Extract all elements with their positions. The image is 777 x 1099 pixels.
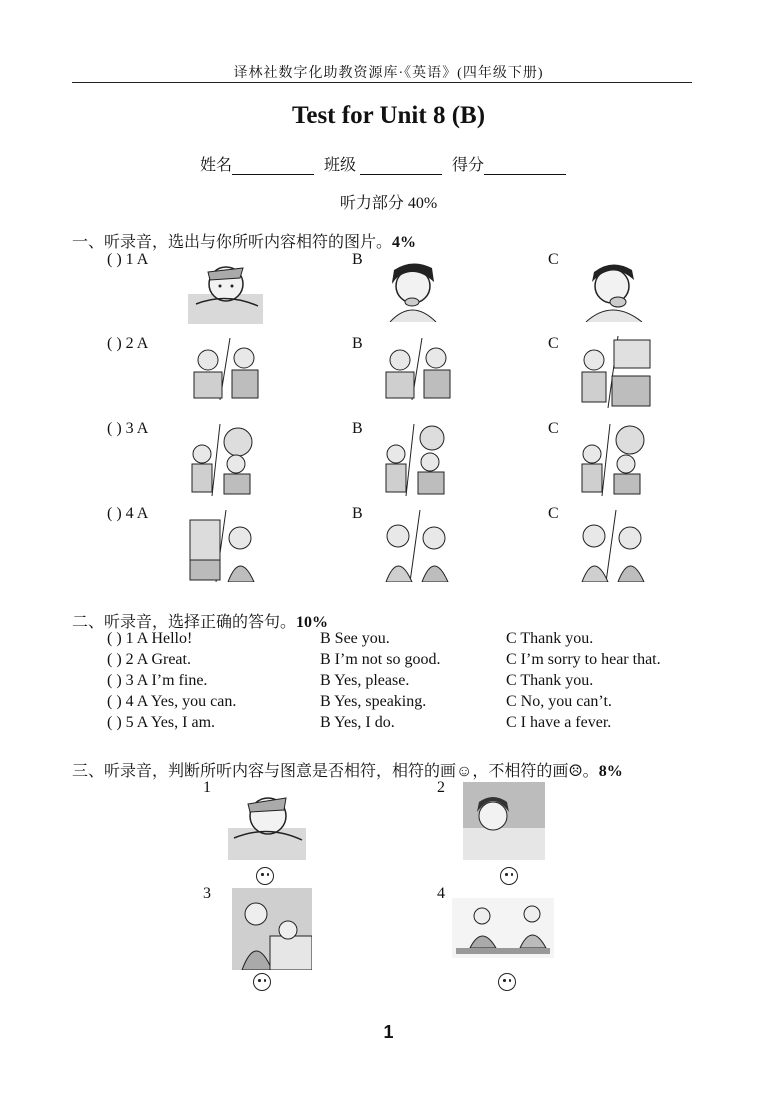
name-blank[interactable] <box>232 160 314 175</box>
picture-sick-boy-in-bed <box>188 254 263 324</box>
s2-row4-a: ( ) 4 A Yes, you can. <box>107 693 237 710</box>
page-title: Test for Unit 8 (B) <box>291 102 486 129</box>
picture-s3-item1 <box>228 782 306 860</box>
section2-heading: 二、听录音，选择正确的答句。10% <box>72 614 329 631</box>
section1-heading: 一、听录音，选出与你所听内容相符的图片。4% <box>72 234 417 251</box>
s2-row3-c: C Thank you. <box>506 672 594 689</box>
s2-row4-c: C No, you can’t. <box>506 693 612 710</box>
s1-row1-label: ( ) 1 A <box>107 251 149 268</box>
student-info <box>200 152 566 175</box>
listening-heading: 听力部分 40% <box>339 195 438 212</box>
smiley-answer-2[interactable] <box>500 867 518 885</box>
section3-heading: 三、听录音，判断所听内容与图意是否相符，相符的画☺，不相符的画☹。8% <box>72 763 623 780</box>
picture-boy-coughing-c <box>582 254 644 322</box>
picture-girl-phone-a <box>188 510 260 582</box>
picture-s3-item2 <box>463 782 545 860</box>
s2-row2-b: B I’m not so good. <box>320 651 441 668</box>
score-blank[interactable] <box>484 160 566 175</box>
picture-phone-call-a <box>188 338 263 400</box>
s2-row5-c: C I have a fever. <box>506 714 612 731</box>
s2-row2-c: C I’m sorry to hear that. <box>506 651 661 668</box>
page-number: 1 <box>383 1022 394 1042</box>
s1-row2-b: B <box>352 335 363 352</box>
smiley-answer-3[interactable] <box>253 973 271 991</box>
picture-two-children-c <box>578 424 650 496</box>
smiley-answer-4[interactable] <box>498 973 516 991</box>
s2-row1-b: B See you. <box>320 630 390 647</box>
s2-row5-b: B Yes, I do. <box>320 714 395 731</box>
s2-row1-a: ( ) 1 A Hello! <box>107 630 193 647</box>
s2-row2-a: ( ) 2 A Great. <box>107 651 191 668</box>
smiley-answer-1[interactable] <box>256 867 274 885</box>
picture-s3-item3 <box>232 888 312 970</box>
s1-row3-label: ( ) 3 A <box>107 420 149 437</box>
s1-row1-c: C <box>548 251 559 268</box>
s1-row2-c: C <box>548 335 559 352</box>
s2-row4-b: B Yes, speaking. <box>320 693 427 710</box>
s2-row3-a: ( ) 3 A I’m fine. <box>107 672 208 689</box>
picture-phone-call-b <box>382 338 454 400</box>
picture-phone-call-c <box>578 336 652 408</box>
picture-two-children-a <box>188 424 260 496</box>
page-header: 译林社数字化助教资源库·《英语》(四年级下册) <box>233 66 544 81</box>
s1-row2-label: ( ) 2 A <box>107 335 149 352</box>
s1-row4-b: B <box>352 505 363 522</box>
name-label: 姓名 <box>200 157 233 174</box>
picture-girl-phone-b <box>382 510 454 582</box>
picture-s3-item4 <box>452 898 554 958</box>
s1-row1-b: B <box>352 251 363 268</box>
score-label: 得分 <box>452 157 485 174</box>
s3-item1-number: 1 <box>203 779 211 796</box>
s1-row3-c: C <box>548 420 559 437</box>
s3-item3-number: 3 <box>203 885 211 902</box>
s1-row4-label: ( ) 4 A <box>107 505 149 522</box>
s3-item4-number: 4 <box>437 885 445 902</box>
s2-row3-b: B Yes, please. <box>320 672 410 689</box>
picture-two-children-b <box>382 424 454 496</box>
picture-boy-coughing-b <box>382 254 442 322</box>
picture-girl-phone-c <box>578 510 650 582</box>
s2-row5-a: ( ) 5 A Yes, I am. <box>107 714 216 731</box>
s1-row4-c: C <box>548 505 559 522</box>
class-label: 班级 <box>324 157 357 174</box>
header-divider <box>72 82 692 83</box>
s3-item2-number: 2 <box>437 779 445 796</box>
class-blank[interactable] <box>360 160 442 175</box>
s2-row1-c: C Thank you. <box>506 630 594 647</box>
s1-row3-b: B <box>352 420 363 437</box>
